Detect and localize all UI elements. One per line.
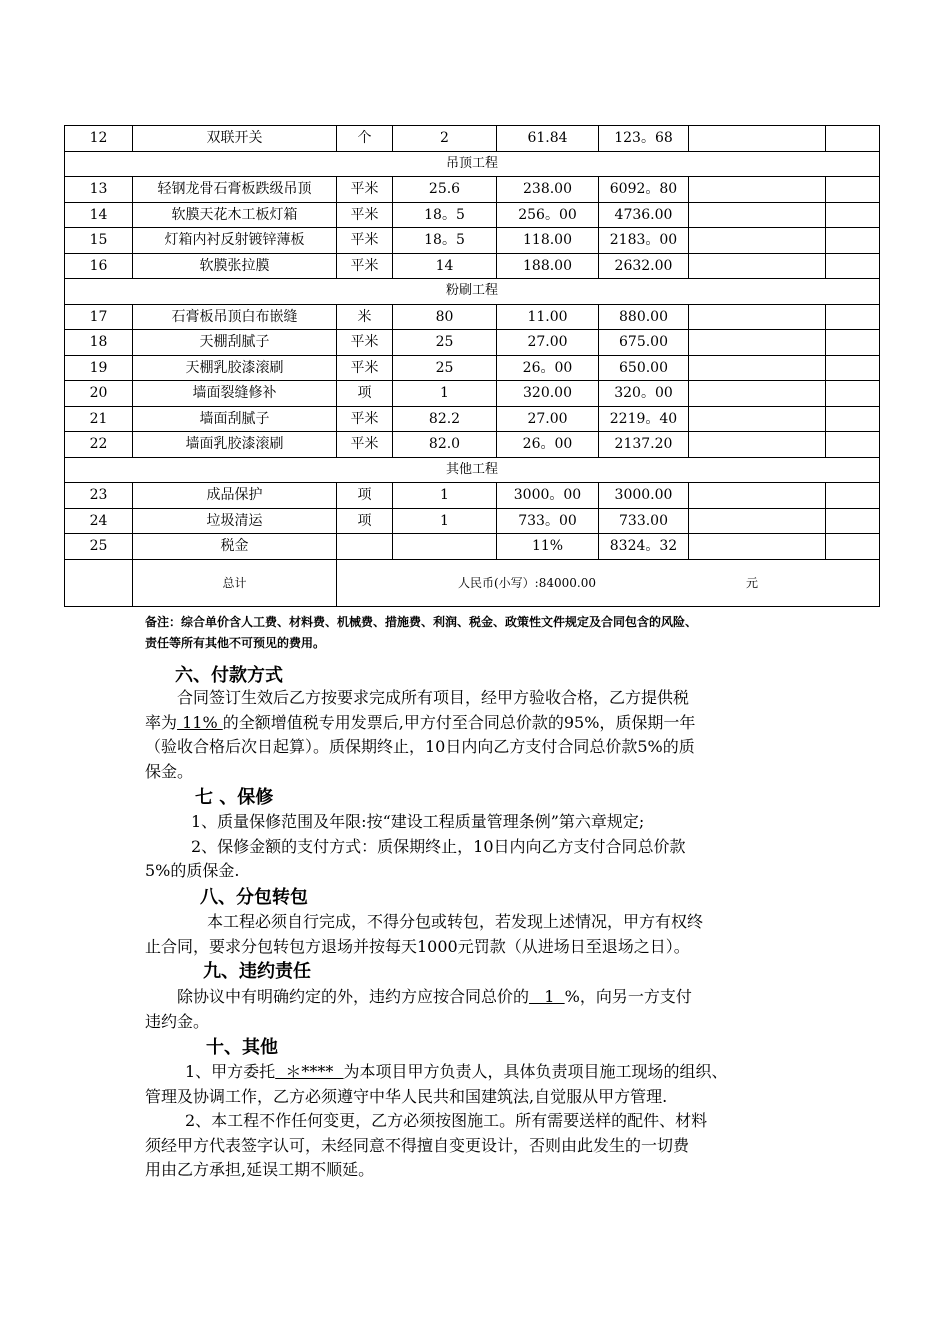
- breach-line-2: 违约金。: [145, 1011, 210, 1031]
- table-row: [65, 355, 880, 381]
- cell-price: 27.00: [497, 406, 599, 432]
- cell-empty: [826, 483, 880, 509]
- subcontract-paragraph: [145, 910, 825, 959]
- warranty-line-2: 2、保修金额的支付方式：质保期终止，10日内向乙方支付合同总价款: [191, 836, 686, 856]
- table-row: [65, 228, 880, 254]
- cell-unit: 平米: [337, 228, 393, 254]
- table-row: [65, 202, 880, 228]
- section-label: 其他工程: [65, 457, 880, 483]
- cell-empty: [826, 126, 880, 152]
- table-row: [65, 381, 880, 407]
- cell-amount: 675.00: [599, 330, 689, 356]
- cell-empty: [826, 534, 880, 560]
- cell-name: 墙面刮腻子: [133, 406, 337, 432]
- cell-empty: [826, 432, 880, 458]
- cell-unit: 平米: [337, 406, 393, 432]
- cell-amount: 3000.00: [599, 483, 689, 509]
- other-line-5: 用由乙方承担,延误工期不顺延。: [145, 1160, 375, 1179]
- delegate-name-blank: ＊****: [275, 1062, 344, 1081]
- cell-name: 天棚乳胶漆滚刷: [133, 355, 337, 381]
- table-row: [65, 177, 880, 203]
- heading-other: 十、其他: [206, 1037, 278, 1058]
- table-row: [65, 304, 880, 330]
- cell-unit: 平米: [337, 432, 393, 458]
- cell-price: 26。00: [497, 432, 599, 458]
- cell-amount: 2137.20: [599, 432, 689, 458]
- warranty-paragraph: [145, 810, 825, 884]
- note-line-2: 责任等所有其他不可预见的费用。: [145, 636, 326, 650]
- cell-no: 18: [65, 330, 133, 356]
- cell-qty: 25.6: [393, 177, 497, 203]
- section-row-paint: [65, 279, 880, 305]
- table-row: [65, 432, 880, 458]
- cell-empty: [689, 355, 826, 381]
- table-row: [65, 483, 880, 509]
- cell-qty: 82.0: [393, 432, 497, 458]
- cell-empty: [826, 381, 880, 407]
- table-row: [65, 508, 880, 534]
- cell-empty: [689, 483, 826, 509]
- other-line-4: 须经甲方代表签字认可，未经同意不得擅自变更设计，否则由此发生的一切费: [145, 1135, 690, 1155]
- cell-qty: 1: [393, 483, 497, 509]
- cell-amount: 2219。40: [599, 406, 689, 432]
- cell-empty: [689, 253, 826, 279]
- cell-empty: [689, 177, 826, 203]
- cell-empty: [689, 304, 826, 330]
- cell-no: 14: [65, 202, 133, 228]
- cell-name: 石膏板吊顶白布嵌缝: [133, 304, 337, 330]
- section-row-ceiling: [65, 151, 880, 177]
- cell-unit: 平米: [337, 177, 393, 203]
- penalty-rate-blank: 1: [529, 987, 565, 1006]
- table-group-c: [65, 304, 880, 457]
- other-line-1: [145, 1060, 825, 1085]
- payment-line-2b: 的全额增值税专用发票后,甲方付至合同总价款的95%，质保期一年: [222, 712, 696, 732]
- cell-empty: [689, 534, 826, 560]
- cell-no: 19: [65, 355, 133, 381]
- cell-no: 20: [65, 381, 133, 407]
- cell-no: 25: [65, 534, 133, 560]
- cell-price: 61.84: [497, 126, 599, 152]
- payment-line-1: 合同签订生效后乙方按要求完成所有项目，经甲方验收合格，乙方提供税: [177, 688, 690, 707]
- other-line-1a: 1、甲方委托: [185, 1062, 276, 1081]
- cell-qty: 80: [393, 304, 497, 330]
- table-row: [65, 253, 880, 279]
- cell-amount: 650.00: [599, 355, 689, 381]
- total-unit: 元: [745, 575, 758, 590]
- cell-unit: 米: [337, 304, 393, 330]
- cell-qty: 1: [393, 508, 497, 534]
- cell-price: 11.00: [497, 304, 599, 330]
- cell-no: 22: [65, 432, 133, 458]
- total-label: 总计: [133, 559, 337, 606]
- table-row: [65, 330, 880, 356]
- cell-price: 733。00: [497, 508, 599, 534]
- cell-name: 天棚刮腻子: [133, 330, 337, 356]
- cell-price: 27.00: [497, 330, 599, 356]
- total-value-cell: [337, 559, 880, 606]
- cell-empty: [689, 126, 826, 152]
- table-group-d: [65, 483, 880, 560]
- breach-line-1b: %，向另一方支付: [564, 987, 692, 1006]
- quotation-table: [64, 125, 880, 607]
- warranty-line-3: 5%的质保金.: [145, 861, 240, 880]
- cell-empty: [826, 202, 880, 228]
- cell-name: 墙面乳胶漆滚刷: [133, 432, 337, 458]
- cell-name: 轻钢龙骨石膏板跌级吊顶: [133, 177, 337, 203]
- payment-line-2: [145, 711, 825, 736]
- payment-line-3: （验收合格后次日起算）。质保期终止，10日内向乙方支付合同总价款5%的质: [145, 737, 695, 756]
- cell-no: 15: [65, 228, 133, 254]
- cell-empty: [826, 228, 880, 254]
- cell-qty: 25: [393, 330, 497, 356]
- cell-unit: 平米: [337, 330, 393, 356]
- cell-unit: 平米: [337, 355, 393, 381]
- cell-name: 软膜张拉膜: [133, 253, 337, 279]
- cell-amount: 8324。32: [599, 534, 689, 560]
- cell-qty: 2: [393, 126, 497, 152]
- cell-empty: [826, 304, 880, 330]
- cell-empty: [826, 177, 880, 203]
- payment-line-4: 保金。: [145, 761, 194, 781]
- cell-unit: 平米: [337, 202, 393, 228]
- cell-qty: 82.2: [393, 406, 497, 432]
- cell-price: 256。00: [497, 202, 599, 228]
- breach-line-1a: 除协议中有明确约定的外，违约方应按合同总价的: [177, 987, 530, 1006]
- cell-no: 24: [65, 508, 133, 534]
- cell-empty: [826, 253, 880, 279]
- cell-name: 成品保护: [133, 483, 337, 509]
- cell-no: 23: [65, 483, 133, 509]
- subcontract-line-1: 本工程必须自行完成，不得分包或转包，若发现上述情况，甲方有权终: [207, 912, 704, 931]
- cell-empty: [826, 406, 880, 432]
- cell-name: 灯箱内衬反射镀锌薄板: [133, 228, 337, 254]
- cell-name: 墙面裂缝修补: [133, 381, 337, 407]
- cell-price: 238.00: [497, 177, 599, 203]
- cell-qty: 1: [393, 381, 497, 407]
- heading-breach: 九、违约责任: [203, 961, 311, 982]
- total-blank-cell: [65, 559, 133, 606]
- cell-unit: 个: [337, 126, 393, 152]
- cell-amount: 320。00: [599, 381, 689, 407]
- cell-no: 12: [65, 126, 133, 152]
- cell-price: 320.00: [497, 381, 599, 407]
- cell-qty: 25: [393, 355, 497, 381]
- tax-rate-blank: 11%: [177, 712, 223, 732]
- heading-warranty: 七 、保修: [195, 787, 274, 808]
- cell-unit: 项: [337, 508, 393, 534]
- cell-price: 26。00: [497, 355, 599, 381]
- section-label: 吊顶工程: [65, 151, 880, 177]
- cell-name: 软膜天花木工板灯箱: [133, 202, 337, 228]
- section-label: 粉刷工程: [65, 279, 880, 305]
- payment-line-2a: 率为: [145, 712, 178, 732]
- cell-unit: 平米: [337, 253, 393, 279]
- cell-name: 税金: [133, 534, 337, 560]
- table-row: [65, 406, 880, 432]
- cell-empty: [689, 406, 826, 432]
- cell-amount: 2632.00: [599, 253, 689, 279]
- cell-amount: 2183。00: [599, 228, 689, 254]
- cell-qty: [393, 534, 497, 560]
- cell-no: 17: [65, 304, 133, 330]
- other-line-2: 管理及协调工作，乙方必须遵守中华人民共和国建筑法,自觉服从甲方管理.: [145, 1086, 668, 1106]
- cell-empty: [689, 202, 826, 228]
- subcontract-line-2: 止合同，要求分包转包方退场并按每天1000元罚款（从进场日至退场之日）。: [145, 936, 690, 956]
- cell-empty: [689, 381, 826, 407]
- cell-unit: 项: [337, 381, 393, 407]
- heading-payment: 六、付款方式: [175, 665, 283, 686]
- cell-amount: 4736.00: [599, 202, 689, 228]
- cell-qty: 18。5: [393, 228, 497, 254]
- cell-empty: [826, 330, 880, 356]
- note-line-1: 备注：综合单价含人工费、材料费、机械费、措施费、利润、税金、政策性文件规定及合同包含的风险、: [145, 615, 698, 629]
- cell-empty: [689, 228, 826, 254]
- total-row-group: [65, 559, 880, 606]
- cell-amount: 6092。80: [599, 177, 689, 203]
- cell-name: 垃圾清运: [133, 508, 337, 534]
- cell-amount: 733.00: [599, 508, 689, 534]
- cell-empty: [826, 355, 880, 381]
- cell-no: 21: [65, 406, 133, 432]
- other-line-1b: 为本项目甲方负责人，具体负责项目施工现场的组织、: [343, 1062, 728, 1081]
- cell-unit: 项: [337, 483, 393, 509]
- total-row: [65, 559, 880, 606]
- warranty-line-1: 1、质量保修范围及年限:按“建设工程质量管理条例”第六章规定;: [191, 812, 645, 831]
- total-value: 人民币(小写）:84000.00: [458, 575, 596, 590]
- table-group-a: [65, 126, 880, 152]
- cell-price: 11%: [497, 534, 599, 560]
- cell-no: 16: [65, 253, 133, 279]
- cell-empty: [689, 508, 826, 534]
- table-note: [145, 612, 845, 654]
- cell-no: 13: [65, 177, 133, 203]
- cell-empty: [826, 508, 880, 534]
- cell-empty: [689, 432, 826, 458]
- cell-unit: [337, 534, 393, 560]
- cell-price: 3000。00: [497, 483, 599, 509]
- cell-qty: 18。5: [393, 202, 497, 228]
- heading-subcontract: 八、分包转包: [200, 887, 308, 908]
- cell-amount: 880.00: [599, 304, 689, 330]
- table-row: [65, 534, 880, 560]
- cell-amount: 123。68: [599, 126, 689, 152]
- other-paragraph: [145, 1060, 825, 1183]
- payment-paragraph: [145, 686, 825, 784]
- cell-price: 188.00: [497, 253, 599, 279]
- cell-qty: 14: [393, 253, 497, 279]
- table-row: [65, 126, 880, 152]
- breach-line-1: [145, 985, 825, 1010]
- cell-price: 118.00: [497, 228, 599, 254]
- cell-name: 双联开关: [133, 126, 337, 152]
- section-row-other: [65, 457, 880, 483]
- breach-paragraph: [145, 985, 825, 1034]
- other-line-3: 2、本工程不作任何变更，乙方必须按图施工。所有需要送样的配件、材料: [185, 1111, 708, 1130]
- cell-empty: [689, 330, 826, 356]
- table-group-b: [65, 177, 880, 279]
